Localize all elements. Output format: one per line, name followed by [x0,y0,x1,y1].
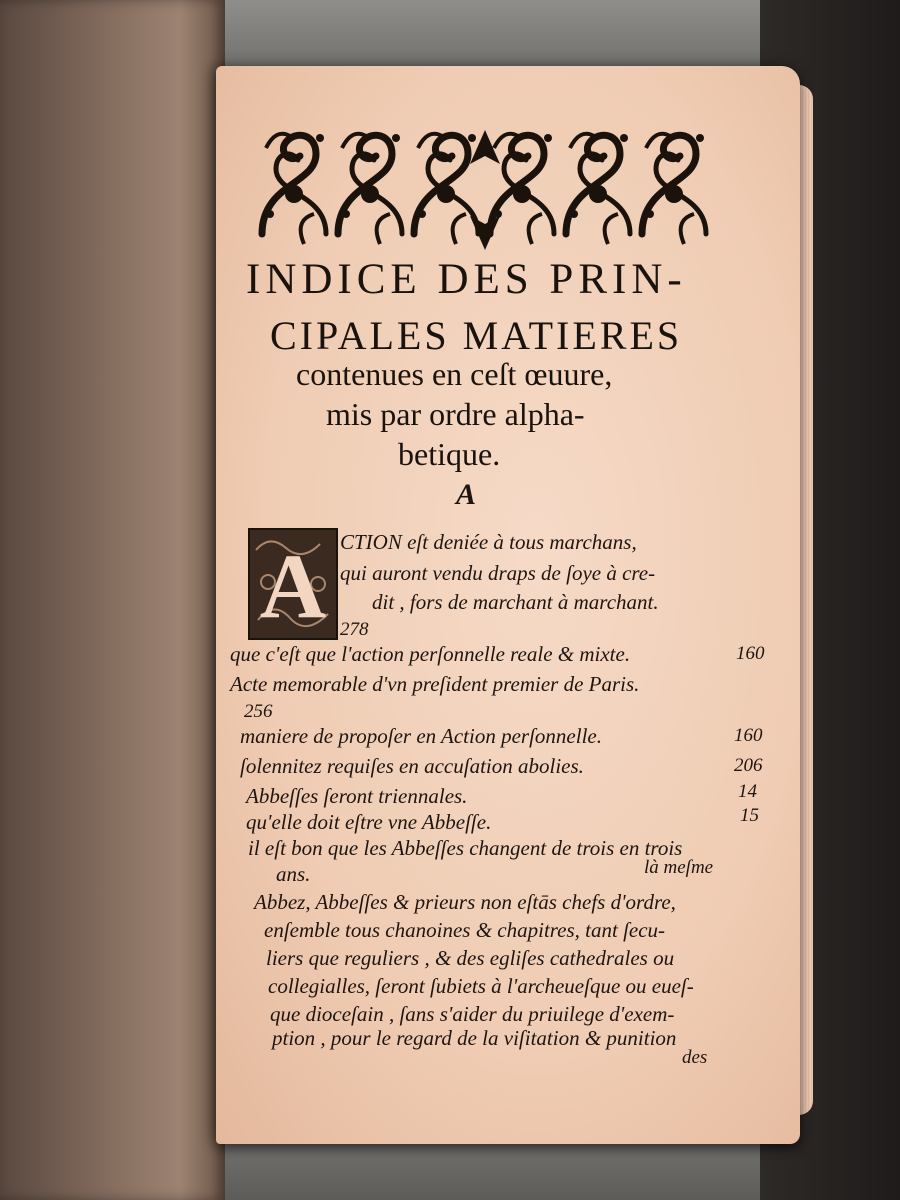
page-ref: 160 [736,643,765,664]
title-line: contenues en ceſt œuure, [296,356,613,392]
drop-cap [248,528,338,640]
index-entry: ption , pour le regard de la viſitation & punition [272,1026,677,1050]
title-line: INDICE DES PRIN- [246,256,687,303]
index-entry: Abbeſſes ſeront triennales. [246,784,468,808]
book-page [216,66,800,1144]
section-letter: A [456,478,477,511]
index-entry: qui auront vendu draps de ſoye à cre- [340,561,656,585]
index-entry: Abbez, Abbeſſes & prieurs non eſtās chefs d'ordre, [254,890,676,914]
drop-cap-letter: A [259,535,327,637]
index-entry: enſemble tous chanoines & chapitres, tant ſecu- [264,918,666,942]
index-entry: 256 [244,701,273,722]
ornament-headpiece [256,124,714,256]
index-entry: Acte memorable d'vn preſident premier de Paris. [230,672,640,696]
index-entry: qu'elle doit eſtre vne Abbeſſe. [246,810,492,834]
index-entry: que c'eſt que l'action perſonnelle reale & mixte. [230,642,631,666]
index-entry: maniere de propoſer en Action perſonnelle. [240,724,602,748]
index-entry: CTION eſt deniée à tous marchans, [340,530,637,554]
page-ref: 206 [734,755,763,776]
index-entry: que dioceſain , ſans s'aider du priuilege d'exem- [270,1002,675,1026]
index-entry: ſolennitez requiſes en accuſation abolies. [240,754,584,778]
page-ref: 14 [738,781,757,802]
index-entry: 278 [340,619,369,640]
index-entry: dit , fors de marchant à marchant. [372,590,659,614]
page-ref: 160 [734,725,763,746]
index-entry: collegialles, ſeront ſubiets à l'archeueſque ou eueſ- [268,974,694,998]
book-cover [0,0,225,1200]
index-entry: ans. [276,862,311,886]
page-ref: là meſme [644,857,714,878]
catchword: des [682,1047,708,1068]
title-line: mis par ordre alpha- [326,396,585,432]
title-line: CIPALES MATIERES [270,313,683,358]
index-entry: liers que reguliers , & des egliſes cathedrales ou [266,946,675,970]
index-entry: il eſt bon que les Abbeſſes changent de trois en trois [248,836,683,860]
page-ref: 15 [740,805,759,826]
title-line: betique. [398,436,501,472]
